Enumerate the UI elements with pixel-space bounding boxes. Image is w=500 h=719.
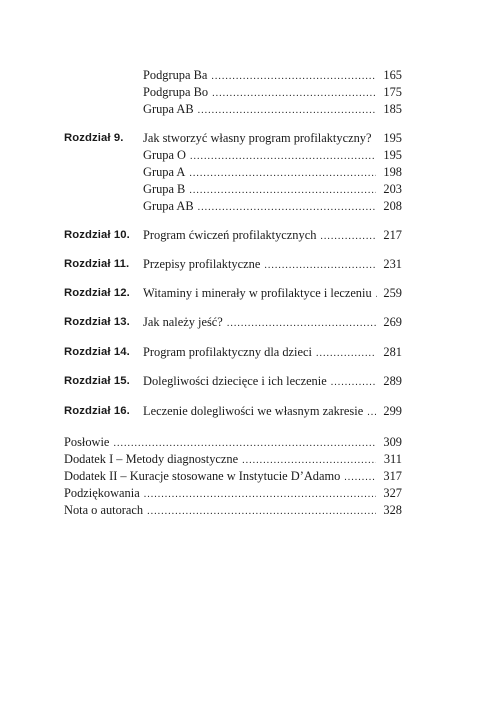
toc-entry-page: 311 bbox=[383, 452, 402, 466]
toc-entry-title: Dolegliwości dziecięce i ich leczenie bbox=[143, 374, 327, 388]
toc-leader-dots bbox=[113, 435, 376, 452]
chapter-label-16: Rozdział 16. bbox=[64, 405, 130, 417]
toc-entry-page: 198 bbox=[383, 165, 402, 179]
toc-entry-page: 165 bbox=[383, 68, 402, 82]
toc-entry-chapter-14 bbox=[143, 344, 402, 361]
toc-entry-chapter-13 bbox=[143, 314, 402, 331]
toc-entry-chapter-16 bbox=[143, 403, 402, 420]
toc-entry-page: 327 bbox=[383, 486, 402, 500]
toc-entry-title: Grupa O bbox=[143, 148, 187, 162]
toc-entry-page: 259 bbox=[383, 286, 402, 300]
toc-entry-title: Program ćwiczeń profilaktycznych bbox=[143, 228, 317, 242]
toc-entry-grupa-ab bbox=[143, 101, 402, 118]
toc-leader-dots bbox=[211, 68, 376, 85]
toc-entry-title: Jak należy jeść? bbox=[143, 315, 223, 329]
toc-leader-dots bbox=[227, 315, 376, 332]
toc-entry-title: Grupa B bbox=[143, 182, 186, 196]
toc-leader-dots bbox=[316, 345, 376, 362]
toc-entry-page: 185 bbox=[383, 102, 402, 116]
toc-entry-page: 299 bbox=[383, 404, 402, 418]
toc-entry-page: 328 bbox=[383, 503, 402, 517]
toc-entry-poslowie bbox=[64, 434, 402, 451]
toc-leader-dots bbox=[375, 131, 376, 148]
toc-entry-podziekowania bbox=[64, 485, 402, 502]
toc-entry-title: Podgrupa Bo bbox=[143, 85, 209, 99]
toc-leader-dots bbox=[212, 85, 376, 102]
toc-entry-nota-o-autorach bbox=[64, 502, 402, 519]
toc-entry-page: 317 bbox=[383, 469, 402, 483]
toc-leader-dots bbox=[198, 102, 376, 119]
toc-entry-grupa-b bbox=[143, 181, 402, 198]
toc-entry-dodatek-1 bbox=[64, 451, 402, 468]
toc-entry-page: 289 bbox=[383, 374, 402, 388]
chapter-label-12: Rozdział 12. bbox=[64, 287, 130, 299]
toc-entry-page: 281 bbox=[383, 345, 402, 359]
toc-leader-dots bbox=[147, 503, 376, 520]
toc-entry-title: Jak stworzyć własny program profilaktyczny? bbox=[143, 131, 372, 145]
toc-entry-title: Leczenie dolegliwości we własnym zakresie bbox=[143, 404, 364, 418]
toc-leader-dots bbox=[190, 148, 376, 165]
toc-entry-chapter-12 bbox=[143, 285, 402, 302]
toc-entry-page: 195 bbox=[383, 148, 402, 162]
toc-entry-title: Przepisy profilaktyczne bbox=[143, 257, 261, 271]
toc-entry-title: Podziękowania bbox=[64, 486, 140, 500]
toc-leader-dots bbox=[189, 182, 376, 199]
toc-entry-dodatek-2 bbox=[64, 468, 402, 485]
toc-entry-page: 195 bbox=[383, 131, 402, 145]
toc-entry-title: Nota o autorach bbox=[64, 503, 144, 517]
toc-entry-title: Grupa AB bbox=[143, 199, 194, 213]
toc-entry-title: Dodatek II – Kuracje stosowane w Instytucie D’Adamo bbox=[64, 469, 341, 483]
toc-entry-title: Posłowie bbox=[64, 435, 110, 449]
chapter-label-13: Rozdział 13. bbox=[64, 316, 130, 328]
toc-entry-page: 309 bbox=[383, 435, 402, 449]
chapter-label-15: Rozdział 15. bbox=[64, 375, 130, 387]
toc-entry-podgrupa-ba bbox=[143, 67, 402, 84]
toc-entry-title: Program profilaktyczny dla dzieci bbox=[143, 345, 312, 359]
toc-leader-dots bbox=[198, 199, 376, 216]
toc-entry-page: 208 bbox=[383, 199, 402, 213]
chapter-label-9: Rozdział 9. bbox=[64, 132, 124, 144]
toc-entry-title: Podgrupa Ba bbox=[143, 68, 208, 82]
toc-entry-page: 175 bbox=[383, 85, 402, 99]
toc-entry-page: 203 bbox=[383, 182, 402, 196]
toc-entry-chapter-11 bbox=[143, 256, 402, 273]
toc-leader-dots bbox=[367, 404, 376, 421]
toc-entry-title: Dodatek I – Metody diagnostyczne bbox=[64, 452, 239, 466]
toc-entry-grupa-ab-2 bbox=[143, 198, 402, 215]
toc-entry-page: 217 bbox=[383, 228, 402, 242]
toc-leader-dots bbox=[344, 469, 376, 486]
toc-entry-page: 231 bbox=[383, 257, 402, 271]
toc-entry-podgrupa-bo bbox=[143, 84, 402, 101]
toc-leader-dots bbox=[320, 228, 376, 245]
toc-entry-title: Witaminy i minerały w profilaktyce i leczeniu bbox=[143, 286, 372, 300]
chapter-label-14: Rozdział 14. bbox=[64, 346, 130, 358]
chapter-label-11: Rozdział 11. bbox=[64, 258, 130, 270]
toc-entry-title: Grupa A bbox=[143, 165, 186, 179]
toc-entry-title: Grupa AB bbox=[143, 102, 194, 116]
toc-entry-chapter-10 bbox=[143, 227, 402, 244]
toc-leader-dots bbox=[242, 452, 376, 469]
toc-entry-page: 269 bbox=[383, 315, 402, 329]
toc-entry-chapter-9 bbox=[143, 130, 402, 147]
toc-entry-grupa-o bbox=[143, 147, 402, 164]
toc-leader-dots bbox=[264, 257, 376, 274]
toc-leader-dots bbox=[331, 374, 376, 391]
toc-entry-chapter-15 bbox=[143, 373, 402, 390]
toc-entry-grupa-a bbox=[143, 164, 402, 181]
toc-leader-dots bbox=[189, 165, 376, 182]
toc-leader-dots bbox=[144, 486, 376, 503]
chapter-label-10: Rozdział 10. bbox=[64, 229, 130, 241]
